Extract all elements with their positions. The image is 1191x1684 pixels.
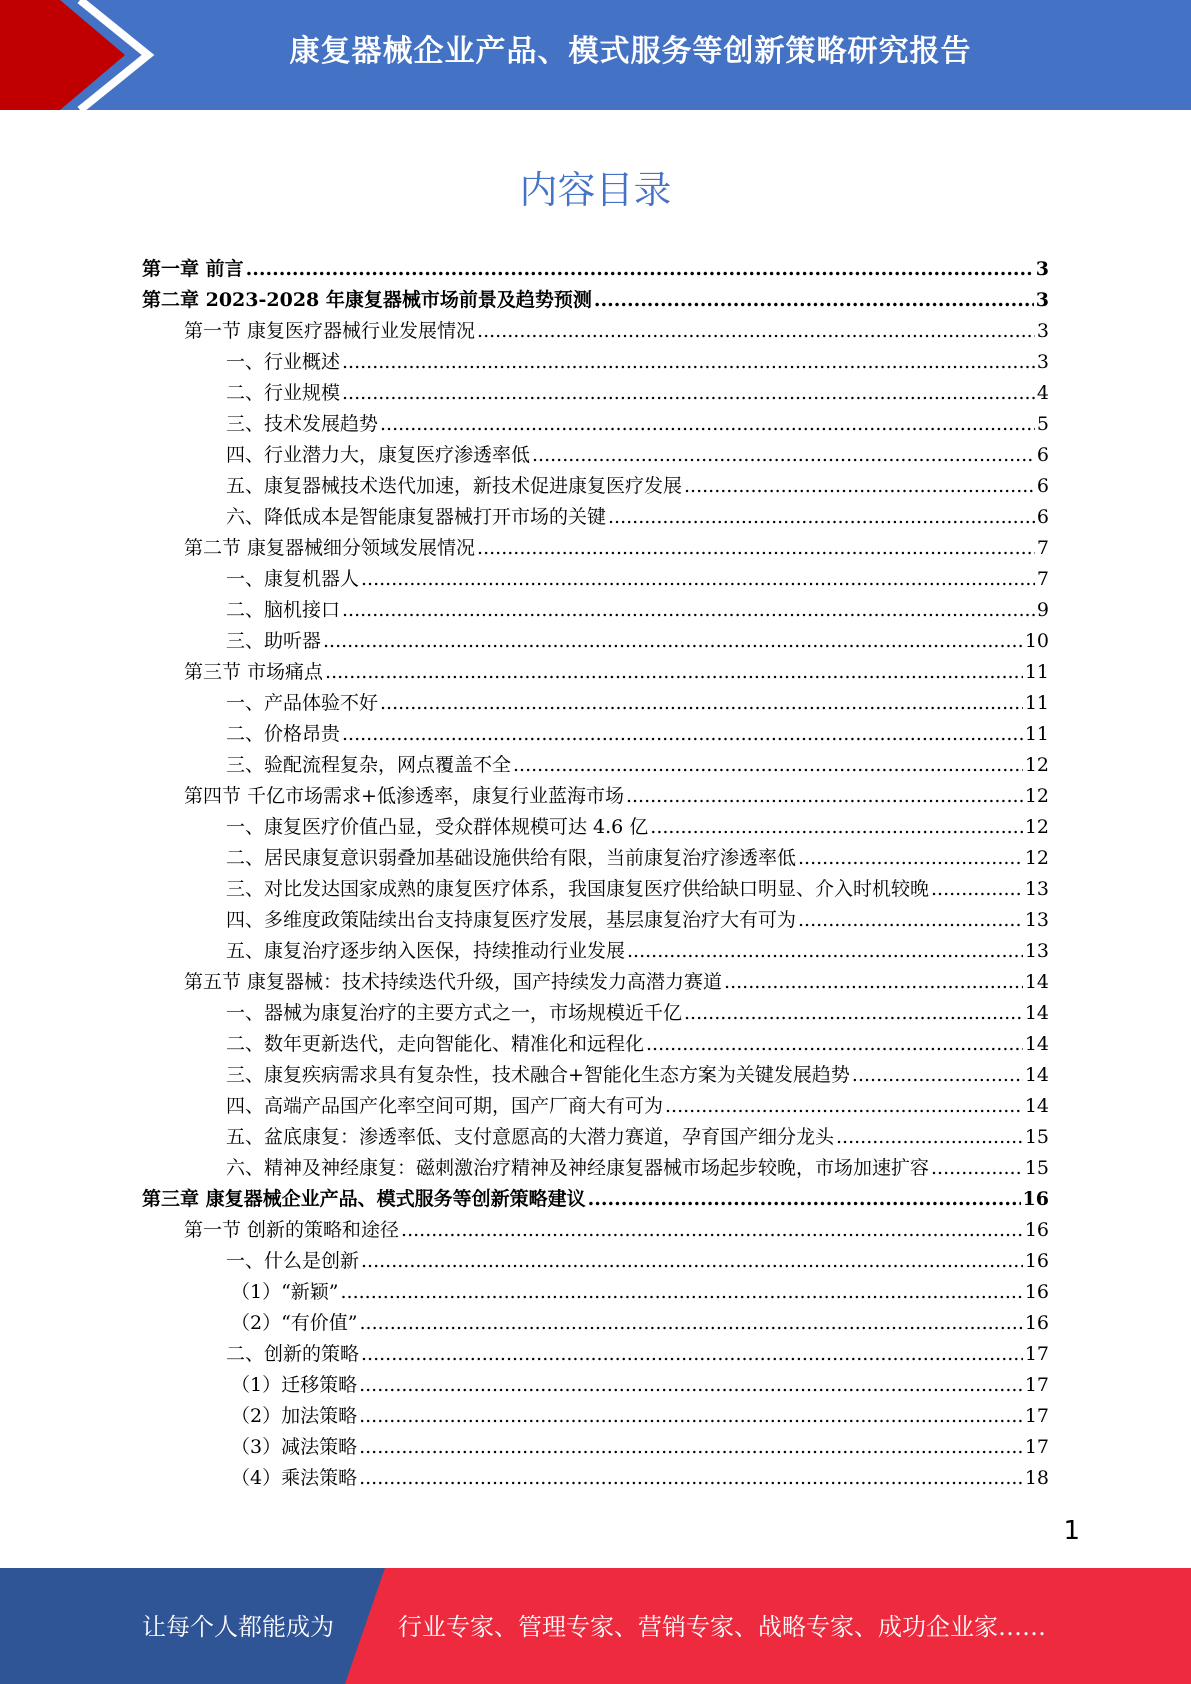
toc-dot-leader [594,285,1034,316]
toc-entry-label: 二、创新的策略 [226,1343,360,1365]
toc-entry-label: 三、验配流程复杂，网点覆盖不全 [226,754,512,776]
toc-dot-leader [931,1153,1023,1184]
footer-band [0,1568,1191,1684]
toc-entry-page: 10 [1024,630,1049,652]
toc-entry[interactable] [142,719,1049,750]
toc-dot-leader [361,1246,1023,1277]
toc-entry[interactable] [142,657,1049,688]
toc-entry-label: 第四节 千亿市场需求+低渗透率，康复行业蓝海市场 [184,785,624,807]
toc-dot-leader [342,719,1023,750]
toc-entry-label: （1）“新颖” [231,1281,339,1303]
toc-entry[interactable] [142,1215,1049,1246]
toc-entry[interactable] [142,626,1049,657]
toc-entry[interactable] [142,1401,1049,1432]
footer-slogan-right: 行业专家、管理专家、营销专家、战略专家、成功企业家…… [398,1613,1046,1641]
toc-entry-page: 14 [1024,971,1049,993]
toc-dot-leader [323,626,1023,657]
toc-dot-leader [359,1463,1023,1494]
toc-entry[interactable] [142,254,1049,285]
toc-dot-leader [342,347,1035,378]
toc-entry-label: 第一章 前言 [142,258,244,280]
toc-entry-page: 6 [1036,444,1049,466]
toc-entry[interactable] [142,440,1049,471]
toc-entry-label: 第一节 康复医疗器械行业发展情况 [184,320,476,342]
toc-entry[interactable] [142,471,1049,502]
page-number: 1 [1063,1516,1080,1546]
toc-entry-label: 一、行业概述 [226,351,341,373]
toc-entry[interactable] [142,1122,1049,1153]
toc-entry-label: 五、盆底康复：渗透率低、支付意愿高的大潜力赛道，孕育国产细分龙头 [226,1126,835,1148]
toc-dot-leader [513,750,1023,781]
toc-entry-page: 17 [1024,1405,1049,1427]
toc-entry-page: 15 [1024,1126,1049,1148]
toc-dot-leader [626,781,1023,812]
header-band [0,0,1191,110]
toc-dot-leader [588,1184,1021,1215]
toc-entry-label: 五、康复治疗逐步纳入医保，持续推动行业发展 [226,940,626,962]
toc-entry[interactable] [142,1277,1049,1308]
toc-entry-label: 三、对比发达国家成熟的康复医疗体系，我国康复医疗供给缺口明显、介入时机较晚 [226,878,930,900]
toc-entry[interactable] [142,595,1049,626]
toc-entry[interactable] [142,1060,1049,1091]
toc-entry-label: 三、技术发展趋势 [226,413,379,435]
toc-dot-leader [798,905,1023,936]
toc-dot-leader [477,533,1035,564]
toc-entry[interactable] [142,781,1049,812]
toc-entry-label: 三、康复疾病需求具有复杂性，技术融合+智能化生态方案为关键发展趋势 [226,1064,850,1086]
toc-entry-page: 7 [1036,568,1049,590]
toc-dot-leader [684,998,1023,1029]
toc-dot-leader [246,254,1034,285]
toc-entry[interactable] [142,812,1049,843]
toc-entry-page: 3 [1036,351,1049,373]
toc-dot-leader [684,471,1035,502]
toc-dot-leader [380,688,1023,719]
toc-entry-page: 16 [1024,1281,1049,1303]
toc-entry-page: 5 [1036,413,1049,435]
toc-dot-leader [665,1091,1023,1122]
toc-entry[interactable] [142,1153,1049,1184]
toc-entry-page: 11 [1024,692,1049,714]
toc-dot-leader [361,564,1035,595]
toc-entry[interactable] [142,502,1049,533]
toc-entry-page: 16 [1022,1188,1049,1210]
toc-entry-page: 6 [1036,475,1049,497]
toc-entry-page: 14 [1024,1033,1049,1055]
toc-entry-label: 一、产品体验不好 [226,692,379,714]
toc-entry[interactable] [142,1029,1049,1060]
toc-dot-leader [798,843,1023,874]
toc-entry-label: 四、多维度政策陆续出台支持康复医疗发展，基层康复治疗大有可为 [226,909,797,931]
table-of-contents [142,254,1049,1494]
toc-entry-page: 17 [1024,1436,1049,1458]
toc-entry[interactable] [142,564,1049,595]
toc-entry-page: 13 [1024,940,1049,962]
toc-dot-leader [627,936,1023,967]
toc-entry-page: 13 [1024,878,1049,900]
toc-entry-page: 16 [1024,1219,1049,1241]
toc-entry-label: 第一节 创新的策略和途径 [184,1219,400,1241]
toc-entry-label: 六、精神及神经康复：磁刺激治疗精神及神经康复器械市场起步较晚，市场加速扩容 [226,1157,930,1179]
toc-entry[interactable] [142,1463,1049,1494]
toc-entry-page: 6 [1036,506,1049,528]
toc-entry-label: （4）乘法策略 [231,1467,358,1489]
toc-dot-leader [724,967,1023,998]
toc-entry-label: 第二章 2023-2028 年康复器械市场前景及趋势预测 [142,289,592,311]
toc-entry-label: 二、数年更新迭代，走向智能化、精准化和远程化 [226,1033,645,1055]
toc-dot-leader [380,409,1035,440]
toc-entry-page: 11 [1024,661,1049,683]
toc-entry-label: 四、行业潜力大，康复医疗渗透率低 [226,444,531,466]
toc-dot-leader [342,378,1035,409]
toc-entry-page: 3 [1036,320,1049,342]
toc-entry[interactable] [142,843,1049,874]
toc-entry-page: 15 [1024,1157,1049,1179]
toc-entry-label: 一、什么是创新 [226,1250,360,1272]
toc-entry-label: 第三节 市场痛点 [184,661,324,683]
toc-entry-label: （3）减法策略 [231,1436,358,1458]
report-title: 康复器械企业产品、模式服务等创新策略研究报告 [289,34,972,69]
toc-dot-leader [608,502,1035,533]
toc-heading: 内容目录 [519,168,672,212]
toc-dot-leader [360,1308,1023,1339]
toc-entry-label: 一、器械为康复治疗的主要方式之一，市场规模近千亿 [226,1002,683,1024]
toc-entry[interactable] [142,688,1049,719]
toc-entry-label: 第三章 康复器械企业产品、模式服务等创新策略建议 [142,1188,586,1210]
toc-entry[interactable] [142,1246,1049,1277]
toc-entry[interactable] [142,1339,1049,1370]
toc-entry[interactable] [142,874,1049,905]
toc-entry-page: 13 [1024,909,1049,931]
toc-dot-leader [361,1339,1023,1370]
toc-entry-page: 11 [1024,723,1049,745]
toc-entry[interactable] [142,936,1049,967]
toc-entry[interactable] [142,1091,1049,1122]
toc-entry-label: 二、价格昂贵 [226,723,341,745]
toc-entry[interactable] [142,347,1049,378]
toc-entry-label: 三、助听器 [226,630,322,652]
toc-entry[interactable] [142,998,1049,1029]
toc-dot-leader [477,316,1035,347]
toc-dot-leader [852,1060,1023,1091]
toc-entry-label: 六、降低成本是智能康复器械打开市场的关键 [226,506,607,528]
toc-entry[interactable] [142,409,1049,440]
toc-entry-label: （1）迁移策略 [231,1374,358,1396]
toc-entry[interactable] [142,316,1049,347]
toc-entry-page: 18 [1024,1467,1049,1489]
toc-entry-label: 一、康复机器人 [226,568,360,590]
toc-entry-page: 3 [1035,289,1049,311]
toc-dot-leader [532,440,1035,471]
toc-entry-page: 16 [1024,1250,1049,1272]
toc-entry[interactable] [142,1370,1049,1401]
toc-dot-leader [359,1370,1023,1401]
toc-entry[interactable] [142,1308,1049,1339]
toc-entry-page: 14 [1024,1095,1049,1117]
toc-entry-label: （2）“有价值” [231,1312,358,1334]
toc-dot-leader [342,595,1035,626]
toc-entry[interactable] [142,967,1049,998]
toc-dot-leader [341,1277,1023,1308]
toc-entry-page: 12 [1024,847,1049,869]
toc-entry[interactable] [142,285,1049,316]
toc-dot-leader [646,1029,1023,1060]
toc-dot-leader [650,812,1023,843]
toc-entry-page: 14 [1024,1064,1049,1086]
toc-entry-page: 9 [1036,599,1049,621]
toc-dot-leader [359,1401,1023,1432]
toc-dot-leader [359,1432,1023,1463]
toc-entry-page: 14 [1024,1002,1049,1024]
toc-entry-label: 二、脑机接口 [226,599,341,621]
toc-dot-leader [931,874,1023,905]
toc-entry[interactable] [142,750,1049,781]
toc-entry-label: 四、高端产品国产化率空间可期，国产厂商大有可为 [226,1095,664,1117]
toc-entry-page: 7 [1036,537,1049,559]
toc-entry[interactable] [142,1184,1049,1215]
toc-dot-leader [401,1215,1023,1246]
toc-entry-label: 五、康复器械技术迭代加速，新技术促进康复医疗发展 [226,475,683,497]
toc-entry[interactable] [142,1432,1049,1463]
toc-entry-label: 二、行业规模 [226,382,341,404]
toc-dot-leader [836,1122,1023,1153]
toc-entry-label: 二、居民康复意识弱叠加基础设施供给有限，当前康复治疗渗透率低 [226,847,797,869]
toc-dot-leader [325,657,1023,688]
toc-entry[interactable] [142,905,1049,936]
toc-entry-page: 12 [1024,785,1049,807]
toc-entry-page: 3 [1035,258,1049,280]
toc-entry-label: 第二节 康复器械细分领域发展情况 [184,537,476,559]
toc-entry-page: 12 [1024,754,1049,776]
toc-entry-page: 17 [1024,1374,1049,1396]
footer-slogan-left: 让每个人都能成为 [142,1613,334,1641]
toc-entry[interactable] [142,533,1049,564]
toc-entry-label: （2）加法策略 [231,1405,358,1427]
toc-entry-label: 第五节 康复器械：技术持续迭代升级，国产持续发力高潜力赛道 [184,971,723,993]
toc-entry[interactable] [142,378,1049,409]
toc-entry-label: 一、康复医疗价值凸显，受众群体规模可达 4.6 亿 [226,816,649,838]
toc-entry-page: 4 [1036,382,1049,404]
toc-entry-page: 17 [1024,1343,1049,1365]
toc-entry-page: 16 [1024,1312,1049,1334]
toc-entry-page: 12 [1024,816,1049,838]
